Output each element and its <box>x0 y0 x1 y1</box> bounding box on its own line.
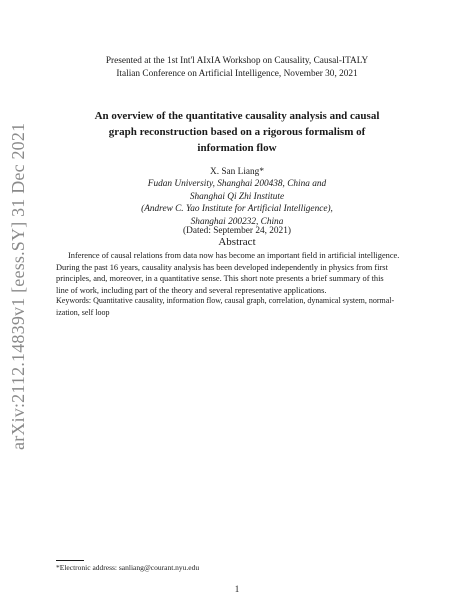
conference-note-line: Presented at the 1st Int'l AIxIA Workshop on Causality, Causal-ITALY <box>105 56 369 66</box>
affiliation-line: Fudan University, Shanghai 200438, China and <box>147 179 327 189</box>
title-line: information flow <box>197 142 277 154</box>
affiliation-line: Shanghai Qi Zhi Institute <box>189 191 285 202</box>
page-number: 1 <box>234 584 240 594</box>
dated-line: (Dated: September 24, 2021) <box>183 226 291 236</box>
abstract-line: Inference of causal relations from data now has become an important field in artificial intelligence. <box>68 251 400 260</box>
conference-note <box>92 55 382 80</box>
keywords <box>56 295 418 318</box>
abstract-line: principles, and, moreover, in a quantitative sense. This short note presents a brief summary of this <box>56 274 384 284</box>
footnote-email: *Electronic address: sanliang@courant.nyu.edu <box>56 563 200 572</box>
footnote-rule <box>56 560 84 561</box>
title-line: An overview of the quantitative causality analysis and causal <box>94 110 380 122</box>
abstract-line: During the past 16 years, causality analysis has been developed independently in physics from first <box>56 262 388 272</box>
author-name: X. San Liang* <box>210 167 264 177</box>
keywords-line: ization, self loop <box>56 307 110 317</box>
keywords-line: Keywords: Quantitative causality, information flow, causal graph, correlation, dynamical system, normal- <box>56 296 395 305</box>
abstract-heading: Abstract <box>218 236 256 248</box>
affiliation-line: (Andrew C. Yao Institute for Artificial Intelligence), <box>141 204 333 214</box>
paper-title <box>68 108 406 156</box>
author-affiliation <box>120 178 354 228</box>
abstract-line: line of work, including part of the theory and several representative applications. <box>56 285 327 295</box>
conference-note-line: Italian Conference on Artificial Intelligence, November 30, 2021 <box>116 68 358 79</box>
affiliation-line: Shanghai 200232, China <box>190 216 284 227</box>
title-line: graph reconstruction based on a rigorous formalism of <box>108 126 366 138</box>
arxiv-identifier-stamp: arXiv:2112.14839v1 [eess.SY] 31 Dec 2021 <box>8 122 28 450</box>
abstract-body <box>56 250 418 296</box>
